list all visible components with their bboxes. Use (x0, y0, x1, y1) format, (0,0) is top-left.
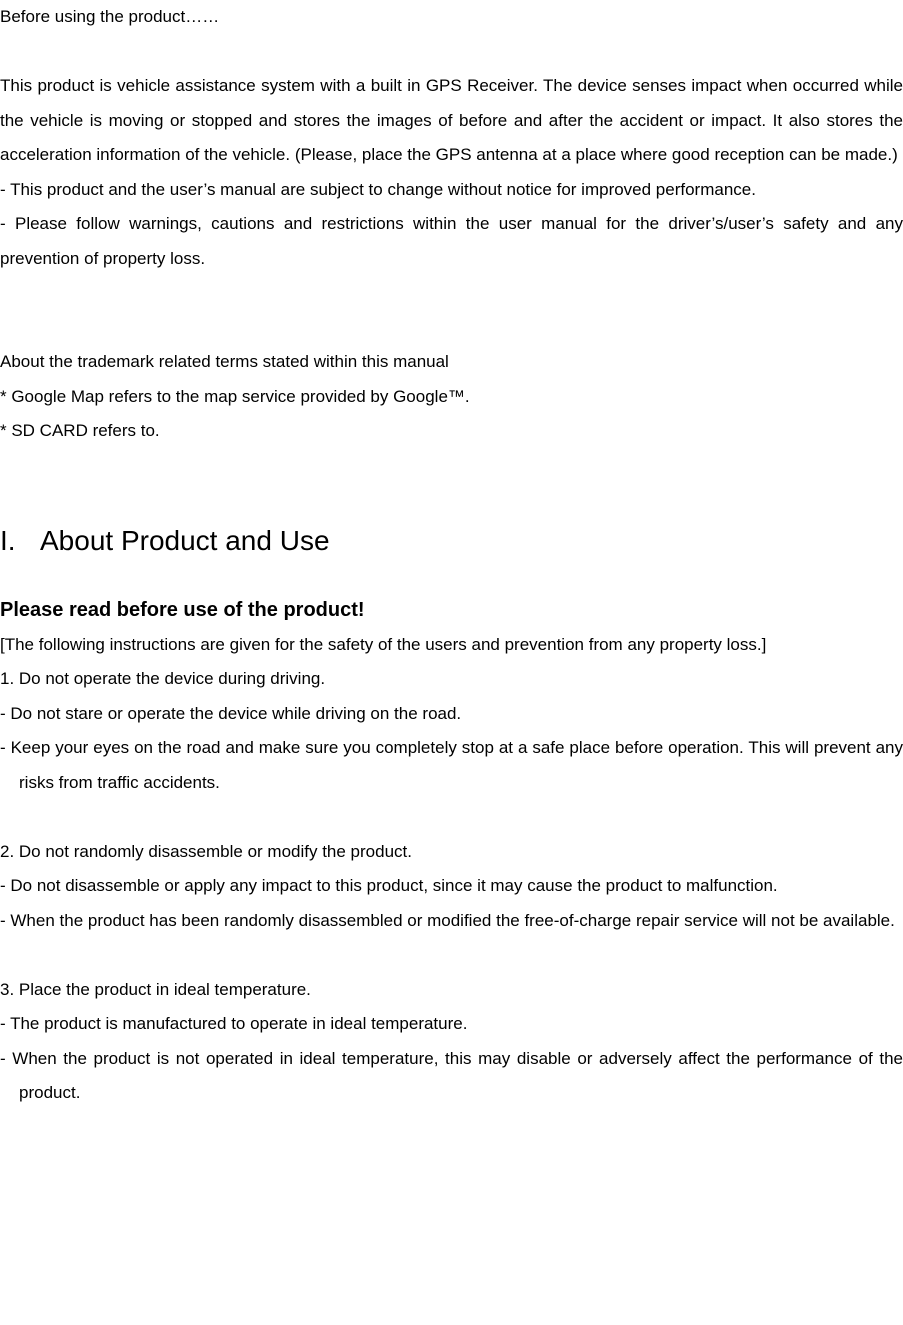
section-number: I. (0, 524, 16, 556)
spacer (0, 276, 903, 345)
intro-note-2: - Please follow warnings, cautions and restrictions within the user manual for the driver’s/user’s safety and any prevention of property loss. (0, 214, 903, 268)
group-2-line-2: - When the product has been randomly disassembled or modified the free-of-charge repair service will not be available. (0, 910, 895, 930)
spacer (0, 800, 903, 835)
section-lead: [The following instructions are given for the safety of the users and prevention from any property loss.] (0, 634, 767, 654)
spacer (0, 938, 903, 973)
spacer (0, 449, 903, 514)
group-3-heading: 3. Place the product in ideal temperature. (0, 979, 311, 999)
section-heading (0, 514, 903, 592)
group-1-line-2: - Keep your eyes on the road and make sure you completely stop at a safe place before operation. This will prevent any risks from traffic accidents. (0, 738, 903, 792)
group-3-line-2: - When the product is not operated in ideal temperature, this may disable or adversely affect the performance of the product. (0, 1048, 903, 1102)
trademark-item-1: * Google Map refers to the map service provided by Google™. (0, 386, 470, 406)
group-2-heading: 2. Do not randomly disassemble or modify the product. (0, 841, 412, 861)
group-2-line-1: - Do not disassemble or apply any impact to this product, since it may cause the product to malfunction. (0, 876, 778, 895)
intro-paragraph: This product is vehicle assistance system with a built in GPS Receiver. The device senses impact when occurred while the vehicle is moving or stopped and stores the images of before and after the accident or impact. It also stores the acceleration information of the vehicle. (Please, place the GPS antenna at a place where good reception can be made.) (0, 76, 903, 164)
group-1-heading: 1. Do not operate the device during driving. (0, 669, 326, 688)
intro-title: Before using the product…… (0, 7, 220, 26)
group-3-line-1: - The product is manufactured to operate in ideal temperature. (0, 1014, 468, 1033)
trademark-item-2: * SD CARD refers to. (0, 421, 160, 440)
section-subtitle: Please read before use of the product! (0, 598, 365, 621)
section-title: About Product and Use (40, 524, 330, 556)
trademark-title: About the trademark related terms stated within this manual (0, 352, 449, 371)
spacer (0, 35, 903, 70)
group-1-line-1: - Do not stare or operate the device while driving on the road. (0, 703, 462, 723)
intro-note-1: - This product and the user’s manual are subject to change without notice for improved performance. (0, 179, 756, 199)
